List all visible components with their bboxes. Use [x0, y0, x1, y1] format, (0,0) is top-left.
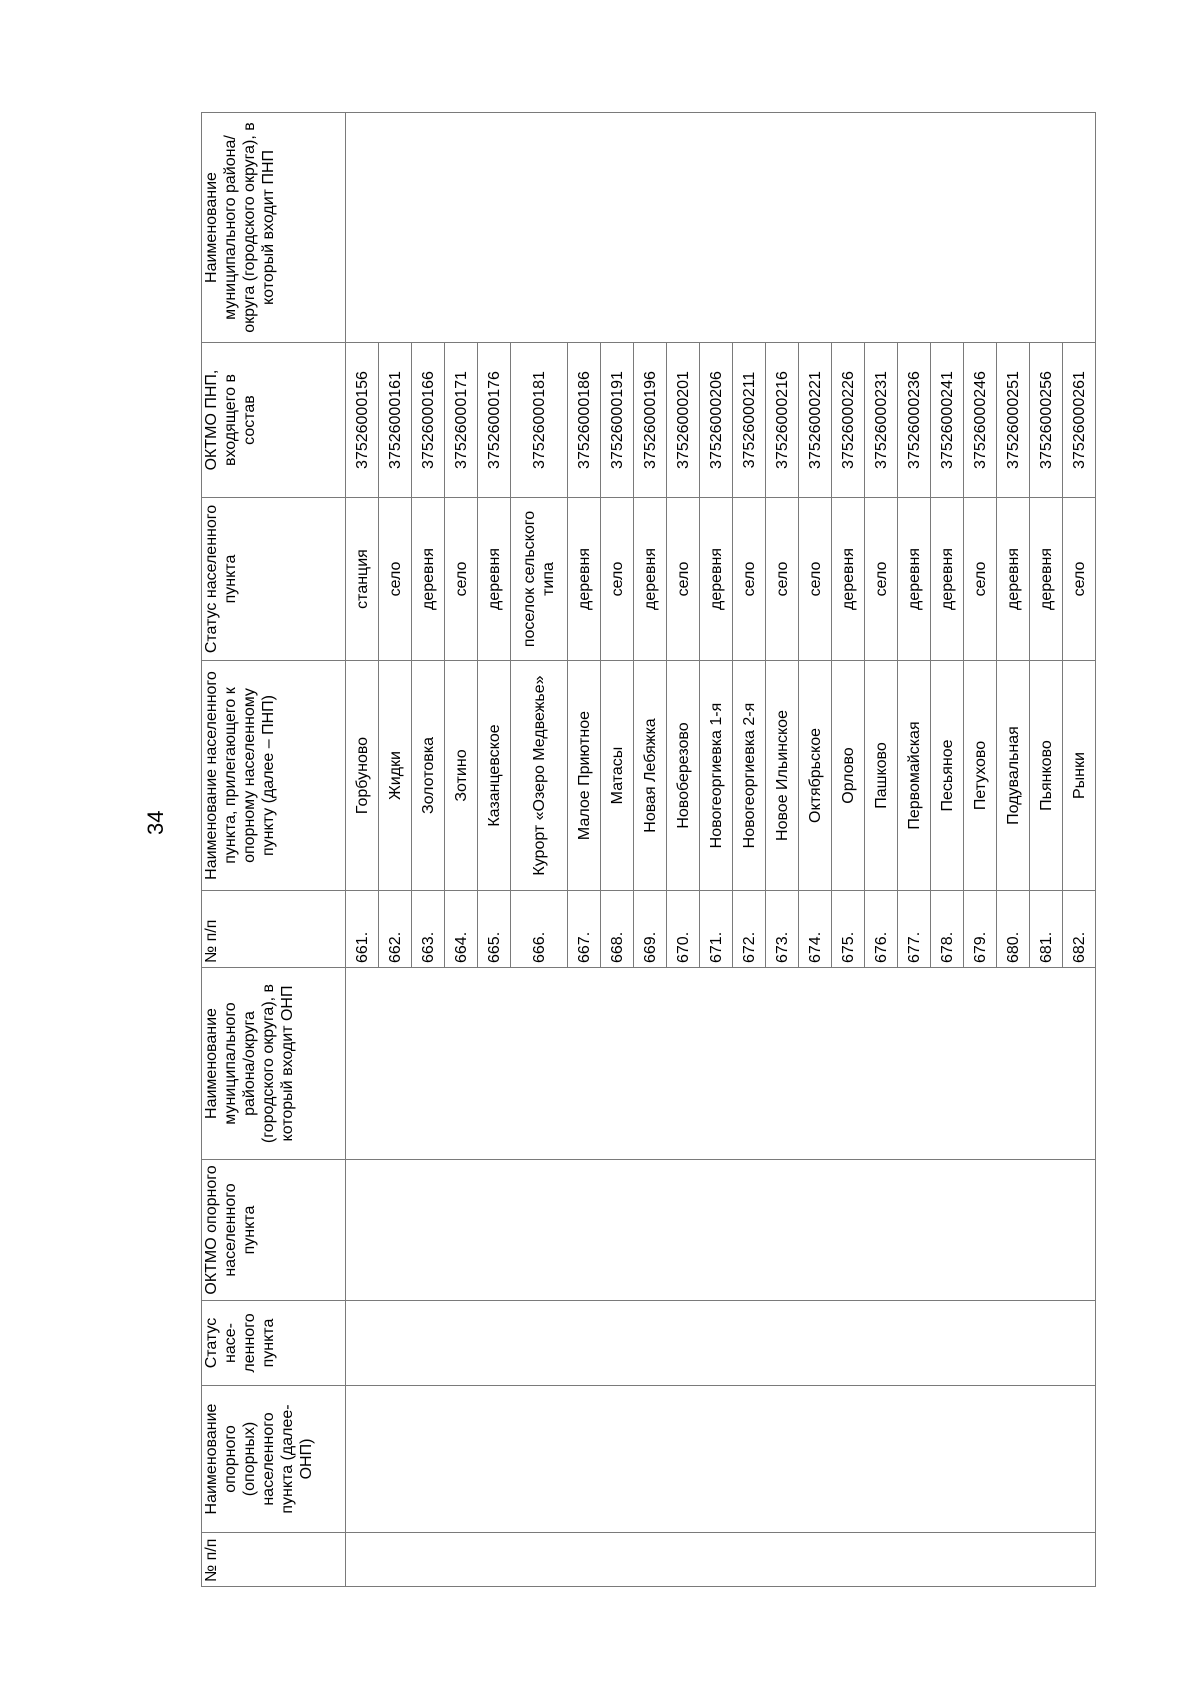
- row-num-cell: 662.: [379, 891, 412, 968]
- row-status-cell: деревня: [568, 498, 601, 661]
- onp-empty-cell: [346, 1386, 1096, 1533]
- header-onp-status: Статус насе-ленного пункта: [202, 1301, 346, 1386]
- row-oktmo-cell: 37526000171: [445, 343, 478, 498]
- row-oktmo-cell: 37526000161: [379, 343, 412, 498]
- onp-empty-cell: [346, 1160, 1096, 1301]
- page-number: 34: [143, 810, 168, 835]
- row-oktmo-cell: 37526000191: [601, 343, 634, 498]
- row-name-cell: Зотино: [445, 661, 478, 891]
- row-status-cell: деревня: [700, 498, 733, 661]
- row-status-cell: деревня: [634, 498, 667, 661]
- header-onp-district: Наименование муниципального района/округа (городского округа), в который входит ОНП: [202, 968, 346, 1160]
- row-name-cell: Новое Ильинское: [766, 661, 799, 891]
- row-num-cell: 674.: [799, 891, 832, 968]
- onp-empty-cell: [346, 1301, 1096, 1386]
- row-num-cell: 664.: [445, 891, 478, 968]
- header-pnp-district: Наименование муниципального района/округа (городского округа), в который входит ПНП: [202, 113, 346, 343]
- row-name-cell: Малое Приютное: [568, 661, 601, 891]
- row-num-cell: 667.: [568, 891, 601, 968]
- row-status-cell: деревня: [1030, 498, 1063, 661]
- row-status-cell: деревня: [412, 498, 445, 661]
- row-status-cell: село: [799, 498, 832, 661]
- row-status-cell: село: [379, 498, 412, 661]
- row-status-cell: станция: [346, 498, 379, 661]
- row-oktmo-cell: 37526000176: [478, 343, 511, 498]
- row-oktmo-cell: 37526000251: [997, 343, 1030, 498]
- settlements-table: [201, 112, 1096, 1587]
- row-oktmo-cell: 37526000186: [568, 343, 601, 498]
- row-name-cell: Новогеоргиевка 1-я: [700, 661, 733, 891]
- row-num-cell: 678.: [931, 891, 964, 968]
- row-name-cell: Первомайская: [898, 661, 931, 891]
- row-num-cell: 681.: [1030, 891, 1063, 968]
- row-num-cell: 682.: [1063, 891, 1096, 968]
- row-name-cell: Матасы: [601, 661, 634, 891]
- row-num-cell: 663.: [412, 891, 445, 968]
- row-status-cell: деревня: [931, 498, 964, 661]
- row-name-cell: Новая Лебяжка: [634, 661, 667, 891]
- header-num: № п/п: [202, 1533, 346, 1587]
- header-pnp-name: Наименование населенного пункта, прилегающего к опорному населенному пункту (далее – ПНП): [202, 661, 346, 891]
- row-name-cell: Жидки: [379, 661, 412, 891]
- row-num-cell: 675.: [832, 891, 865, 968]
- row-name-cell: Подувальная: [997, 661, 1030, 891]
- row-name-cell: Рынки: [1063, 661, 1096, 891]
- row-oktmo-cell: 37526000256: [1030, 343, 1063, 498]
- row-num-cell: 666.: [511, 891, 568, 968]
- row-status-cell: деревня: [478, 498, 511, 661]
- row-oktmo-cell: 37526000206: [700, 343, 733, 498]
- row-num-cell: 671.: [700, 891, 733, 968]
- row-name-cell: Горбуново: [346, 661, 379, 891]
- row-oktmo-cell: 37526000211: [733, 343, 766, 498]
- row-name-cell: Золотовка: [412, 661, 445, 891]
- row-num-cell: 680.: [997, 891, 1030, 968]
- row-name-cell: Казанцевское: [478, 661, 511, 891]
- row-status-cell: поселок сельского типа: [511, 498, 568, 661]
- row-num-cell: 669.: [634, 891, 667, 968]
- header-pnp-num: № п/п: [202, 891, 346, 968]
- onp-empty-cell: [346, 968, 1096, 1160]
- row-name-cell: Пьянково: [1030, 661, 1063, 891]
- row-name-cell: Новогеоргиевка 2-я: [733, 661, 766, 891]
- row-status-cell: село: [964, 498, 997, 661]
- header-pnp-status: Статус населенного пункта: [202, 498, 346, 661]
- row-oktmo-cell: 37526000196: [634, 343, 667, 498]
- row-name-cell: Октябрьское: [799, 661, 832, 891]
- row-oktmo-cell: 37526000201: [667, 343, 700, 498]
- row-name-cell: Пашково: [865, 661, 898, 891]
- row-status-cell: село: [667, 498, 700, 661]
- header-onp-oktmo: ОКТМО опорного населенного пункта: [202, 1160, 346, 1301]
- row-name-cell: Новоберезово: [667, 661, 700, 891]
- header-onp-name: Наименование опорного (опорных) населенного пункта (далее- ОНП): [202, 1386, 346, 1533]
- row-oktmo-cell: 37526000226: [832, 343, 865, 498]
- row-num-cell: 668.: [601, 891, 634, 968]
- row-status-cell: село: [445, 498, 478, 661]
- row-oktmo-cell: 37526000181: [511, 343, 568, 498]
- row-status-cell: деревня: [997, 498, 1030, 661]
- row-num-cell: 673.: [766, 891, 799, 968]
- row-num-cell: 677.: [898, 891, 931, 968]
- row-num-cell: 672.: [733, 891, 766, 968]
- row-num-cell: 679.: [964, 891, 997, 968]
- row-num-cell: 665.: [478, 891, 511, 968]
- row-oktmo-cell: 37526000231: [865, 343, 898, 498]
- row-status-cell: село: [865, 498, 898, 661]
- row-oktmo-cell: 37526000261: [1063, 343, 1096, 498]
- row-num-cell: 670.: [667, 891, 700, 968]
- row-name-cell: Орлово: [832, 661, 865, 891]
- rotated-table-wrapper: [201, 113, 1131, 1587]
- row-name-cell: Петухово: [964, 661, 997, 891]
- pnp-district-empty-cell: [346, 113, 1096, 343]
- table-header-row: [202, 113, 346, 1587]
- row-status-cell: деревня: [898, 498, 931, 661]
- row-oktmo-cell: 37526000166: [412, 343, 445, 498]
- row-status-cell: село: [766, 498, 799, 661]
- row-oktmo-cell: 37526000156: [346, 343, 379, 498]
- table-row: [346, 113, 379, 1587]
- row-num-cell: 661.: [346, 891, 379, 968]
- row-status-cell: село: [1063, 498, 1096, 661]
- header-pnp-oktmo: ОКТМО ПНП, входящего в состав: [202, 343, 346, 498]
- row-oktmo-cell: 37526000221: [799, 343, 832, 498]
- row-oktmo-cell: 37526000236: [898, 343, 931, 498]
- row-oktmo-cell: 37526000216: [766, 343, 799, 498]
- row-oktmo-cell: 37526000246: [964, 343, 997, 498]
- row-status-cell: село: [733, 498, 766, 661]
- row-status-cell: деревня: [832, 498, 865, 661]
- row-oktmo-cell: 37526000241: [931, 343, 964, 498]
- row-name-cell: Курорт «Озеро Медвежье»: [511, 661, 568, 891]
- row-status-cell: село: [601, 498, 634, 661]
- onp-empty-cell: [346, 1533, 1096, 1587]
- row-name-cell: Песьяное: [931, 661, 964, 891]
- row-num-cell: 676.: [865, 891, 898, 968]
